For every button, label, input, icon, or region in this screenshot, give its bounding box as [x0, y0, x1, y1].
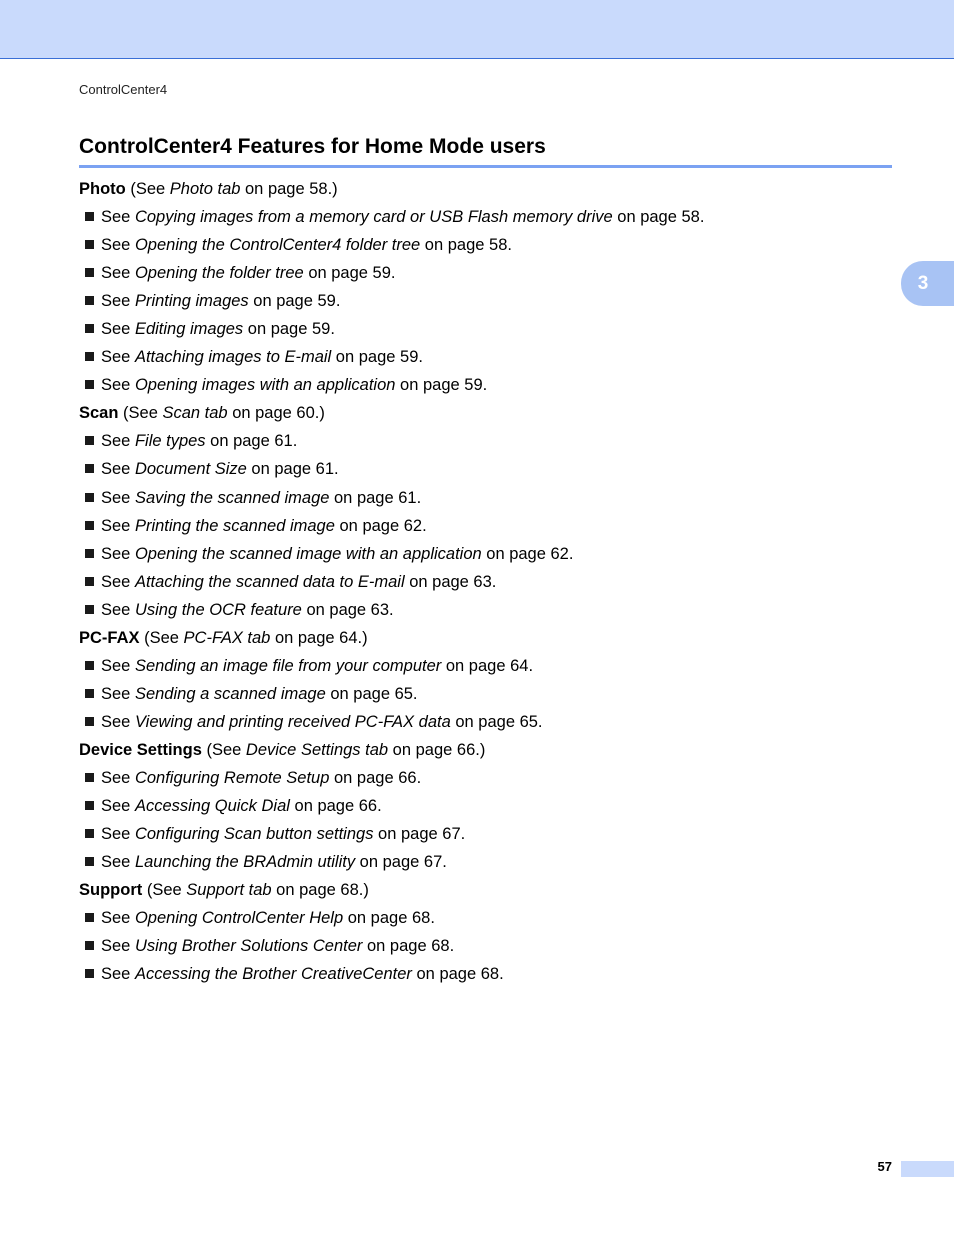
group-pc-fax — [79, 624, 899, 736]
text: on page 58.) — [240, 180, 338, 198]
cross-reference-link[interactable]: Configuring Scan button settings — [134, 825, 374, 844]
list-item — [79, 792, 899, 820]
text: (See — [201, 740, 246, 759]
cross-reference-link[interactable]: Using the OCR feature — [134, 600, 302, 619]
square-bullet-icon — [85, 521, 94, 530]
square-bullet-icon — [85, 212, 94, 221]
text: See — [101, 544, 135, 563]
text: on page 65. — [450, 712, 543, 731]
text: See — [101, 348, 135, 367]
text: on page 61. — [205, 432, 298, 451]
text: See — [101, 937, 135, 956]
square-bullet-icon — [85, 324, 94, 333]
cross-reference-link[interactable]: Document Size — [134, 460, 247, 479]
square-bullet-icon — [85, 829, 94, 838]
chapter-tab — [901, 261, 954, 306]
group-photo — [79, 175, 899, 399]
square-bullet-icon — [85, 773, 94, 782]
text: on page 59. — [248, 292, 341, 311]
square-bullet-icon — [85, 296, 94, 305]
list-item — [79, 708, 899, 736]
square-bullet-icon — [85, 464, 94, 473]
group-name: Support — [79, 881, 143, 900]
list-item — [79, 287, 899, 315]
text: (See — [139, 628, 184, 647]
square-bullet-icon — [85, 493, 94, 502]
group-scan — [79, 399, 899, 623]
square-bullet-icon — [85, 661, 94, 670]
text: See — [101, 684, 135, 703]
text: on page 67. — [355, 853, 447, 872]
text: (See — [118, 404, 163, 423]
text: on page 59. — [243, 320, 335, 339]
list-item — [79, 259, 899, 287]
top-header-band — [0, 0, 954, 59]
square-bullet-icon — [85, 857, 94, 866]
list-item — [79, 652, 899, 680]
text: on page 59. — [395, 376, 488, 395]
list-item — [79, 427, 899, 455]
square-bullet-icon — [85, 240, 94, 249]
text: See — [101, 600, 135, 619]
text: on page 68. — [343, 909, 435, 928]
text: on page 68. — [411, 965, 504, 984]
text: on page 61. — [246, 460, 339, 479]
group-heading — [79, 175, 899, 203]
cross-reference-link[interactable]: Configuring Remote Setup — [134, 768, 330, 787]
list-item — [79, 596, 899, 624]
text: on page 64. — [441, 656, 534, 675]
text: (See — [125, 180, 170, 198]
text: See — [101, 909, 135, 928]
cross-reference-link[interactable]: Photo tab — [169, 180, 241, 198]
cross-reference-link[interactable]: Launching the BRAdmin utility — [134, 853, 356, 872]
cross-reference-link[interactable]: Using Brother Solutions Center — [134, 937, 363, 956]
text: on page 67. — [373, 825, 466, 844]
text: See — [101, 768, 135, 787]
text: See — [101, 712, 135, 731]
cross-reference-link[interactable]: Attaching the scanned data to E-mail — [134, 572, 405, 591]
list-item — [79, 455, 899, 483]
text: on page 66.) — [388, 740, 486, 759]
list-item — [79, 932, 899, 960]
text: on page 58. — [420, 236, 512, 255]
text: on page 68. — [362, 937, 455, 956]
text: See — [101, 208, 135, 227]
square-bullet-icon — [85, 941, 94, 950]
text: See — [101, 488, 135, 507]
text: on page 62. — [334, 516, 427, 535]
text: on page 59. — [303, 264, 396, 283]
chapter-number: 3 — [917, 273, 929, 294]
cross-reference-link[interactable]: Sending an image file from your computer — [134, 656, 442, 675]
list-item — [79, 512, 899, 540]
text: See — [101, 965, 135, 984]
list-item — [79, 960, 899, 988]
list-item — [79, 680, 899, 708]
list-item — [79, 848, 899, 876]
section-title: ControlCenter4 Features for Home Mode users — [79, 135, 546, 158]
text: See — [101, 825, 135, 844]
cross-reference-link[interactable]: PC-FAX tab — [183, 628, 271, 647]
cross-reference-link[interactable]: Editing images — [134, 320, 244, 339]
cross-reference-link[interactable]: Device Settings tab — [245, 740, 389, 759]
group-name: Device Settings — [79, 740, 202, 759]
list-item — [79, 343, 899, 371]
text: on page 66. — [329, 768, 422, 787]
feature-list — [79, 175, 899, 988]
group-heading — [79, 736, 899, 764]
text: See — [101, 516, 135, 535]
text: (See — [142, 881, 187, 900]
square-bullet-icon — [85, 577, 94, 586]
text: See — [101, 264, 135, 283]
text: on page 63. — [404, 572, 497, 591]
square-bullet-icon — [85, 605, 94, 614]
cross-reference-link[interactable]: Opening the scanned image with an application — [134, 544, 482, 563]
cross-reference-link[interactable]: Printing the scanned image — [134, 516, 335, 535]
text: See — [101, 320, 135, 339]
text: on page 66. — [289, 797, 382, 816]
text: on page 60.) — [227, 404, 325, 423]
square-bullet-icon — [85, 801, 94, 810]
text: on page 62. — [481, 544, 574, 563]
square-bullet-icon — [85, 969, 94, 978]
cross-reference-link[interactable]: File types — [134, 432, 206, 451]
cross-reference-link[interactable]: Copying images from a memory card or USB Flash memory drive — [134, 208, 613, 227]
list-item — [79, 820, 899, 848]
square-bullet-icon — [85, 268, 94, 277]
group-device-settings — [79, 736, 899, 876]
group-support — [79, 876, 899, 988]
group-heading — [79, 876, 899, 904]
running-header: ControlCenter4 — [79, 82, 168, 97]
text: See — [101, 853, 135, 872]
list-item — [79, 203, 899, 231]
text: on page 65. — [325, 684, 418, 703]
cross-reference-link[interactable]: Printing images — [134, 292, 249, 311]
text: on page 64.) — [270, 628, 368, 647]
cross-reference-link[interactable]: Attaching images to E-mail — [134, 348, 332, 367]
square-bullet-icon — [85, 436, 94, 445]
text: See — [101, 376, 135, 395]
group-name: PC-FAX — [79, 628, 140, 647]
text: on page 61. — [329, 488, 422, 507]
text: See — [101, 572, 135, 591]
text: See — [101, 656, 135, 675]
cross-reference-link[interactable]: Saving the scanned image — [134, 488, 330, 507]
square-bullet-icon — [85, 913, 94, 922]
list-item — [79, 904, 899, 932]
text: on page 58. — [612, 208, 705, 227]
text: See — [101, 797, 135, 816]
cross-reference-link[interactable]: Accessing Quick Dial — [134, 797, 290, 816]
list-item — [79, 231, 899, 259]
group-heading — [79, 624, 899, 652]
text: on page 68.) — [271, 881, 369, 900]
text: See — [101, 432, 135, 451]
square-bullet-icon — [85, 380, 94, 389]
group-name: Photo — [79, 180, 126, 198]
text: on page 63. — [301, 600, 394, 619]
square-bullet-icon — [85, 717, 94, 726]
cross-reference-link[interactable]: Opening the ControlCenter4 folder tree — [134, 236, 421, 255]
cross-reference-link[interactable]: Viewing and printing received PC-FAX data — [134, 712, 451, 731]
text: See — [101, 460, 135, 479]
group-name: Scan — [79, 404, 119, 423]
page-number-tab — [901, 1161, 954, 1177]
cross-reference-link[interactable]: Support tab — [186, 881, 272, 900]
square-bullet-icon — [85, 689, 94, 698]
square-bullet-icon — [85, 549, 94, 558]
list-item — [79, 540, 899, 568]
page-number: 57 — [877, 1159, 892, 1174]
cross-reference-link[interactable]: Opening images with an application — [134, 376, 396, 395]
cross-reference-link[interactable]: Scan tab — [162, 404, 228, 423]
group-heading — [79, 399, 899, 427]
cross-reference-link[interactable]: Opening ControlCenter Help — [134, 909, 344, 928]
cross-reference-link[interactable]: Sending a scanned image — [134, 684, 326, 703]
cross-reference-link[interactable]: Opening the folder tree — [134, 264, 304, 283]
list-item — [79, 371, 899, 399]
text: See — [101, 236, 135, 255]
square-bullet-icon — [85, 352, 94, 361]
list-item — [79, 568, 899, 596]
list-item — [79, 484, 899, 512]
list-item — [79, 764, 899, 792]
text: See — [101, 292, 135, 311]
text: on page 59. — [331, 348, 423, 367]
title-underline — [79, 165, 892, 168]
list-item — [79, 315, 899, 343]
cross-reference-link[interactable]: Accessing the Brother CreativeCenter — [134, 965, 412, 984]
